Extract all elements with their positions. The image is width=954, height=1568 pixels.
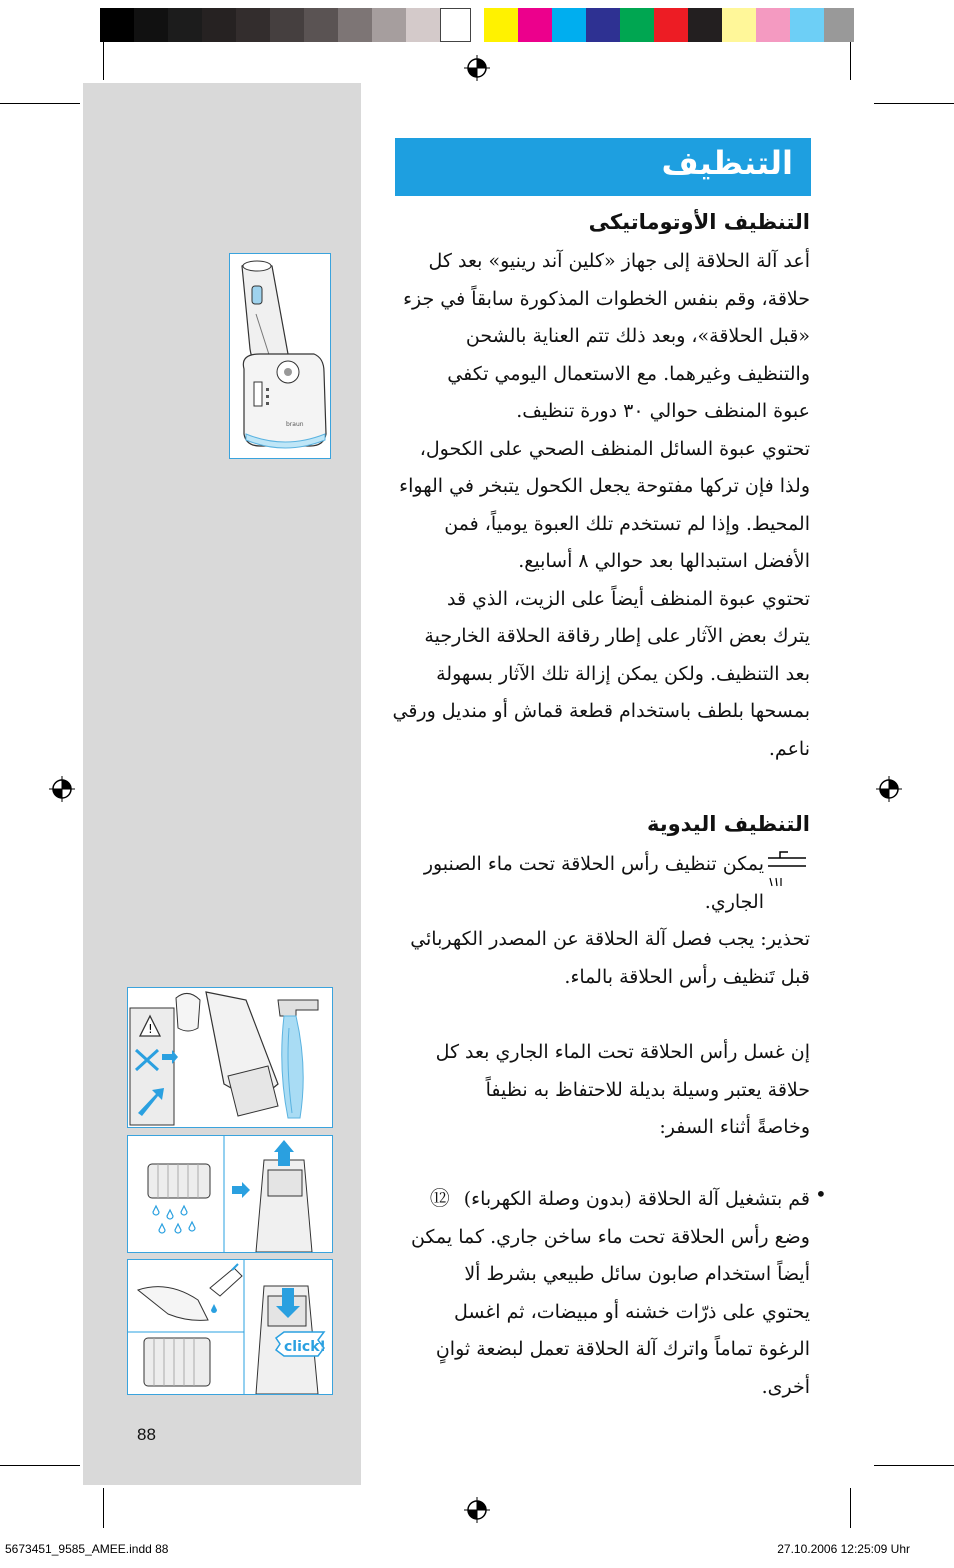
reattach-figure [127, 1259, 333, 1395]
text-line: تحتوي عبوة المنظف أيضاً على الزيت، الذي قد [446, 587, 810, 610]
text-line: «قبل الحلاقة»، وبعد ذلك تتم العناية بالشحن [465, 325, 810, 347]
registration-mark-top [462, 53, 492, 83]
footer-file-info: 5673451_9585_AMEE.indd 88 [5, 1542, 169, 1556]
text-line: وضع رأس الحلاقة تحت ماء ساخن جاري. كما يمكن [410, 1225, 810, 1248]
text-line: الرغوة تماماً واترك آلة الحلاقة تعمل لبضعة ثوانٍ [435, 1338, 810, 1360]
text-line: ناعم. [768, 737, 810, 760]
registration-mark-right [874, 774, 904, 804]
section-title-bar [395, 138, 811, 196]
remove-foil-illustration [128, 1136, 332, 1252]
clean-station-figure [229, 253, 331, 459]
station-brand-text: braun [286, 421, 304, 428]
text-line: والتنظيف وغيرهما. مع الاستعمال اليومي تكفي [447, 362, 810, 385]
remove-foil-figure [127, 1135, 333, 1253]
rinse-figure [127, 987, 333, 1128]
manual-intro-text [384, 846, 764, 921]
text-line: حلاقة، وقم بنفس الخطوات المذكورة سابقاً في جزء [403, 287, 810, 310]
rinse-illustration [128, 988, 332, 1127]
text-line: بمسحها بلطف باستخدام قطعة قماش أو منديل ورقي [392, 700, 810, 722]
manual-warning-text [390, 921, 810, 996]
text-line: أعد آلة الحلاقة إلى جهاز «كلين آند رينيو» بعد كل [428, 250, 810, 272]
text-line: يمكن تنظيف رأس الحلاقة تحت ماء الصنبور [423, 853, 764, 875]
text-line: تحتوي عبوة السائل المنظف الصحي على الكحول، [419, 437, 810, 460]
text-line: بعد التنظيف. ولكن يمكن إزالة تلك الآثار بسهولة [436, 662, 810, 685]
rinse-tap-icon [766, 848, 810, 890]
text-line: يحتوي على ذرّات خشنه أو مبيضات، ثم اغسل [454, 1300, 810, 1323]
text-line: ولذا فإن تركها مفتوحة يجعل الكحول يتبخر في الهواء [399, 475, 810, 497]
footer-timestamp: 27.10.2006 12:25:09 Uhr [777, 1542, 910, 1556]
registration-mark-left [47, 774, 77, 804]
svg-text:!: ! [148, 1022, 153, 1036]
bullet-marker: • [815, 1182, 827, 1206]
step-number-badge: ⑫ [429, 1186, 450, 1210]
reattach-illustration [128, 1260, 332, 1394]
text-line: وخاصةً أثناء السفر: [659, 1116, 810, 1138]
text-line: قبل تَنظيف رأس الحلاقة بالماء. [564, 965, 810, 988]
page-title: التنظيف [661, 144, 793, 182]
clean-station-illustration [230, 254, 330, 458]
text-line: حلاقة يعتبر وسيلة بديلة للاحتفاظ به نظيفاً [485, 1078, 810, 1101]
text-line [390, 1180, 810, 1219]
text-line: تحذير: يجب فصل آلة الحلاقة عن المصدر الكهربائي [410, 928, 810, 950]
manual-cleaning-heading: التنظيف اليدوية [646, 812, 810, 836]
text-line: الأفضل استبدالها بعد حوالي ٨ أسابيع. [518, 550, 810, 572]
manual-step-text [390, 1180, 810, 1406]
registration-mark-bottom [462, 1495, 492, 1525]
text-line: أيضاً استخدام صابون سائل طبيعي بشرط ألا [464, 1263, 810, 1285]
text-line: المحيط. وإذا لم تستخدم تلك العبوة يومياً، فمن [444, 512, 810, 535]
text-line: الجاري. [704, 890, 764, 913]
page-number: 88 [137, 1425, 156, 1444]
text-line: يترك بعض الآثار على إطار رقاقة الحلاقة الخارجية [424, 625, 810, 647]
text-line: إن غسل رأس الحلاقة تحت الماء الجاري بعد كل [435, 1041, 810, 1063]
click-label: click! [284, 1339, 326, 1355]
auto-cleaning-text [390, 243, 810, 768]
text-line: أخرى. [761, 1375, 810, 1398]
manual-rinse-text [390, 1034, 810, 1147]
step-text: قم بتشغيل آلة الحلاقة (بدون وصلة الكهرباء) [463, 1188, 810, 1210]
auto-cleaning-heading: التنظيف الأوتوماتيكى [588, 210, 810, 234]
text-line: عبوة المنظف حوالي ٣٠ دورة تنظيف. [516, 400, 810, 422]
